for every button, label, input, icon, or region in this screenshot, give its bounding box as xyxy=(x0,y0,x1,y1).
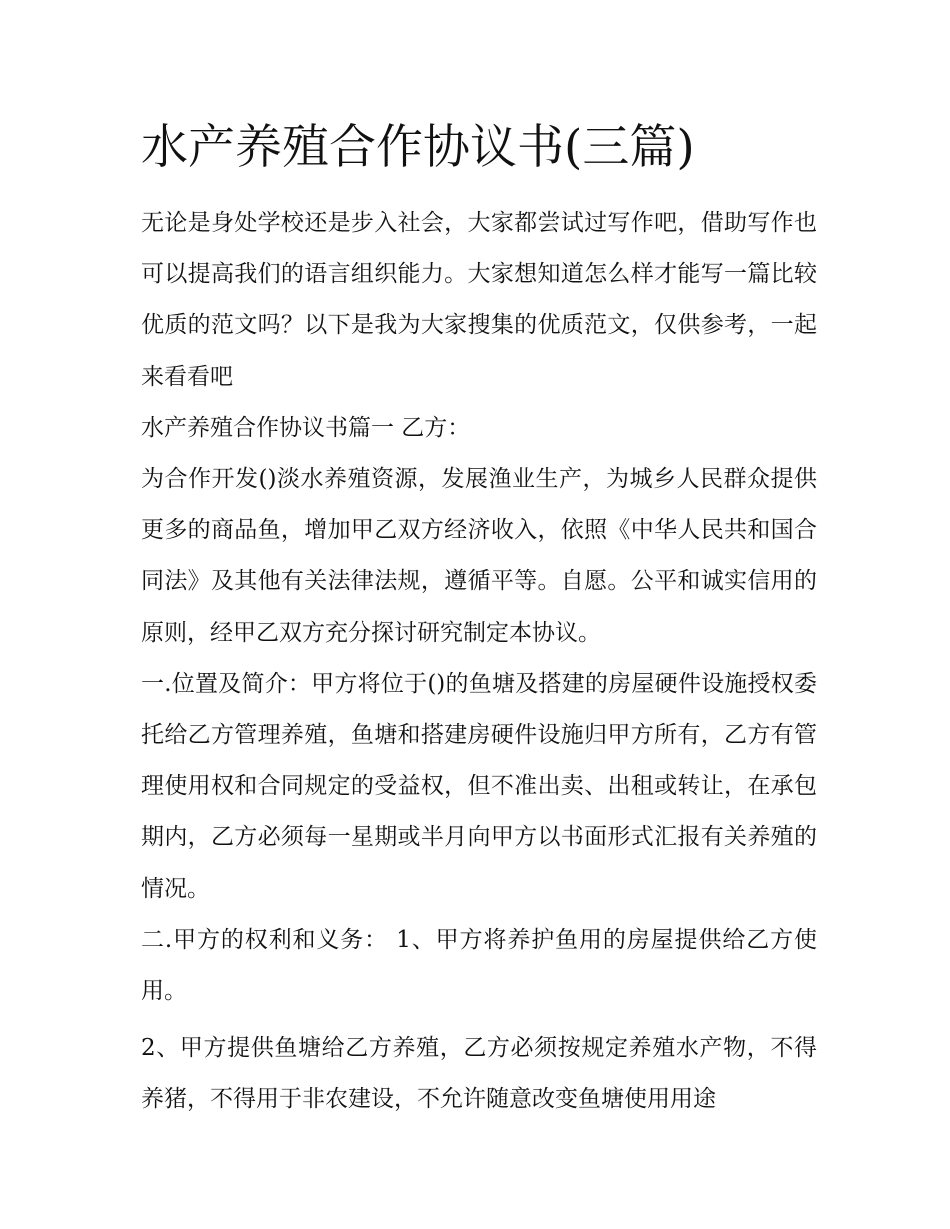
document-body xyxy=(141,198,817,1126)
intro-paragraph: 无论是身处学校还是步入社会，大家都尝试过写作吧，借助写作也可以提高我们的语言组织能力。大家想知道怎么样才能写一篇比较优质的范文吗？以下是我为大家搜集的优质范文，仅供参考，一起来看看吧 xyxy=(141,210,817,390)
section-heading-paragraph: 水产养殖合作协议书篇一 乙方： xyxy=(141,414,471,441)
clause-item-2-paragraph: 2、甲方提供鱼塘给乙方养殖，乙方必须按规定养殖水产物，不得养猪，不得用于非农建设，不允许随意改变鱼塘使用用途 xyxy=(141,1035,817,1113)
document-title: 水产养殖合作协议书(三篇) xyxy=(141,120,695,175)
clause-location-paragraph: 一.位置及简介：甲方将位于()的鱼塘及搭建的房屋硬件设施授权委托给乙方管理养殖，鱼塘和搭建房硬件设施归甲方所有，乙方有管理使用权和合同规定的受益权，但不准出卖、出租或转让，在承包期内，乙方必须每一星期或半月向甲方以书面形式汇报有关养殖的情况。 xyxy=(141,670,817,902)
clause-party-a-rights-paragraph: 二.甲方的权利和义务： 1、甲方将养护鱼用的房屋提供给乙方使用。 xyxy=(141,926,817,1005)
purpose-paragraph: 为合作开发()淡水养殖资源，发展渔业生产，为城乡人民群众提供更多的商品鱼，增加甲乙双方经济收入，依照《中华人民共和国合同法》及其他有关法律法规，遵循平等。自愿。公平和诚实信用的原则，经甲乙双方充分探讨研究制定本协议。 xyxy=(141,466,817,646)
